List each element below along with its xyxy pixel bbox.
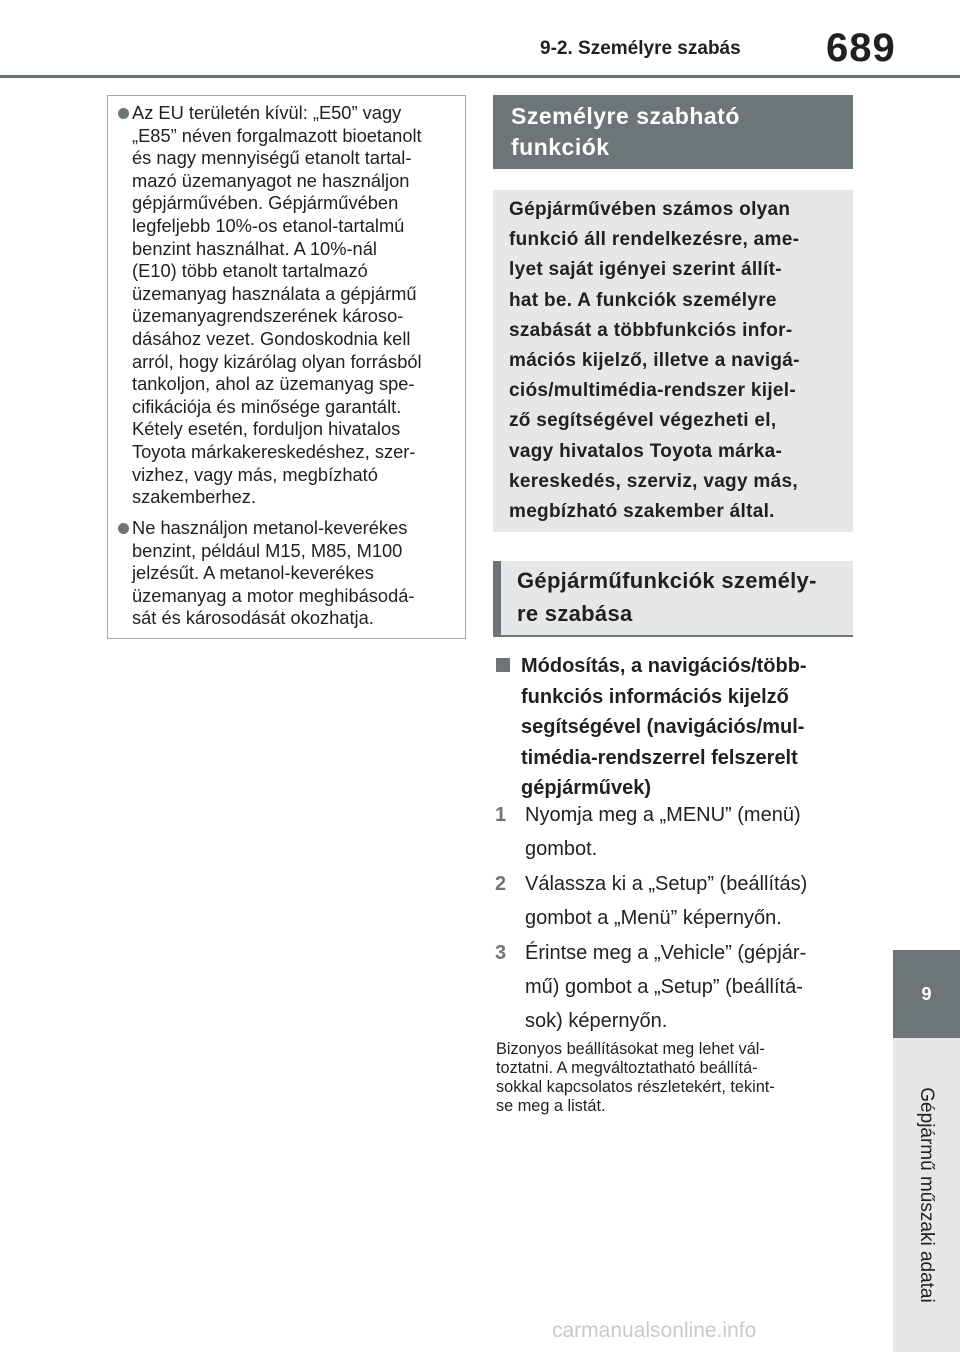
note-paragraph: Bizonyos beállításokat meg lehet vál- toztatni. A megváltoztatható beállítá- sokkal kapcsolatos részletekért, tekint- se meg a listát. bbox=[496, 1040, 775, 1115]
warning-item bbox=[132, 517, 454, 630]
intro-text-box: Gépjárművében számos olyan funkció áll rendelkezésre, ame- lyet saját igényei szerint állít- hat be. A funkciók személyre szabását a többfunkciós infor- mációs kijelző, illetve a navigá- ciós/multimédia-rendszer kijel- ző segítségével végezheti el, vagy hivatalos Toyota márka- kereskedés, szerviz, vagy más, megbízható szakember által. bbox=[493, 190, 853, 532]
chapter-number-tab: 9 bbox=[893, 950, 960, 1038]
procedure-step: 1 Nyomja meg a „MENU” (menü) gombot. bbox=[525, 798, 845, 866]
warning-item-text: Az EU területén kívül: „E50” vagy „E85” néven forgalmazott bioetanolt és nagy mennyiségű etanolt tartal- mazó üzemanyagot ne használjon gépjárművében. Gépjárművében legfeljebb 10%-os etanol-tartalmú benzint használhat. A 10%-nál (E10) több etanolt tartalmazó üzemanyag használata a gépjármű üzemanyagrendszerének károso- dásához vezet. Gondoskodnia kell arról, hogy kizárólag olyan forrásból tankoljon, ahol az üzemanyag spe- cifikációja és minősége garantált. Kétely esetén, forduljon hivatalos Toyota márkakereskedéshez, szer- vizhez, vagy más, megbízható szakemberhez. bbox=[132, 102, 422, 508]
bullet-icon bbox=[118, 523, 129, 534]
watermark: carmanualsonline.info bbox=[552, 1319, 757, 1342]
section-heading: Személyre szabható funkciók bbox=[493, 95, 853, 169]
chapter-side-label: Gépjármű műszaki adatai bbox=[916, 1087, 937, 1303]
section-title: 9-2. Személyre szabás bbox=[540, 38, 741, 59]
procedure-step: 3 Érintse meg a „Vehicle” (gépjár- mű) gombot a „Setup” (beállítá- sok) képernyőn. bbox=[525, 936, 845, 1038]
subsection-heading: Gépjárműfunkciók személy- re szabása bbox=[493, 561, 853, 637]
procedure-title: Módosítás, a navigációs/több- funkciós információs kijelző segítségével (navigációs/mul- timédia-rendszerrel felszerelt gépjárművek) bbox=[521, 651, 841, 804]
procedure-step: 2 Válassza ki a „Setup” (beállítás) gombot a „Menü” képernyőn. bbox=[525, 867, 845, 935]
warning-item-text: Ne használjon metanol-keverékes benzint, például M15, M85, M100 jelzésűt. A metanol-keverékes üzemanyag a motor meghibásodá- sát és károsodását okozhatja. bbox=[132, 517, 415, 629]
bullet-icon bbox=[118, 108, 129, 119]
square-bullet-icon bbox=[496, 658, 510, 672]
step-number: 1 bbox=[495, 804, 507, 826]
step-number: 3 bbox=[495, 942, 507, 964]
header-rule bbox=[0, 75, 960, 78]
warning-box bbox=[107, 95, 466, 639]
page-number: 689 bbox=[826, 26, 896, 70]
step-number: 2 bbox=[495, 873, 507, 895]
warning-item bbox=[132, 102, 454, 509]
